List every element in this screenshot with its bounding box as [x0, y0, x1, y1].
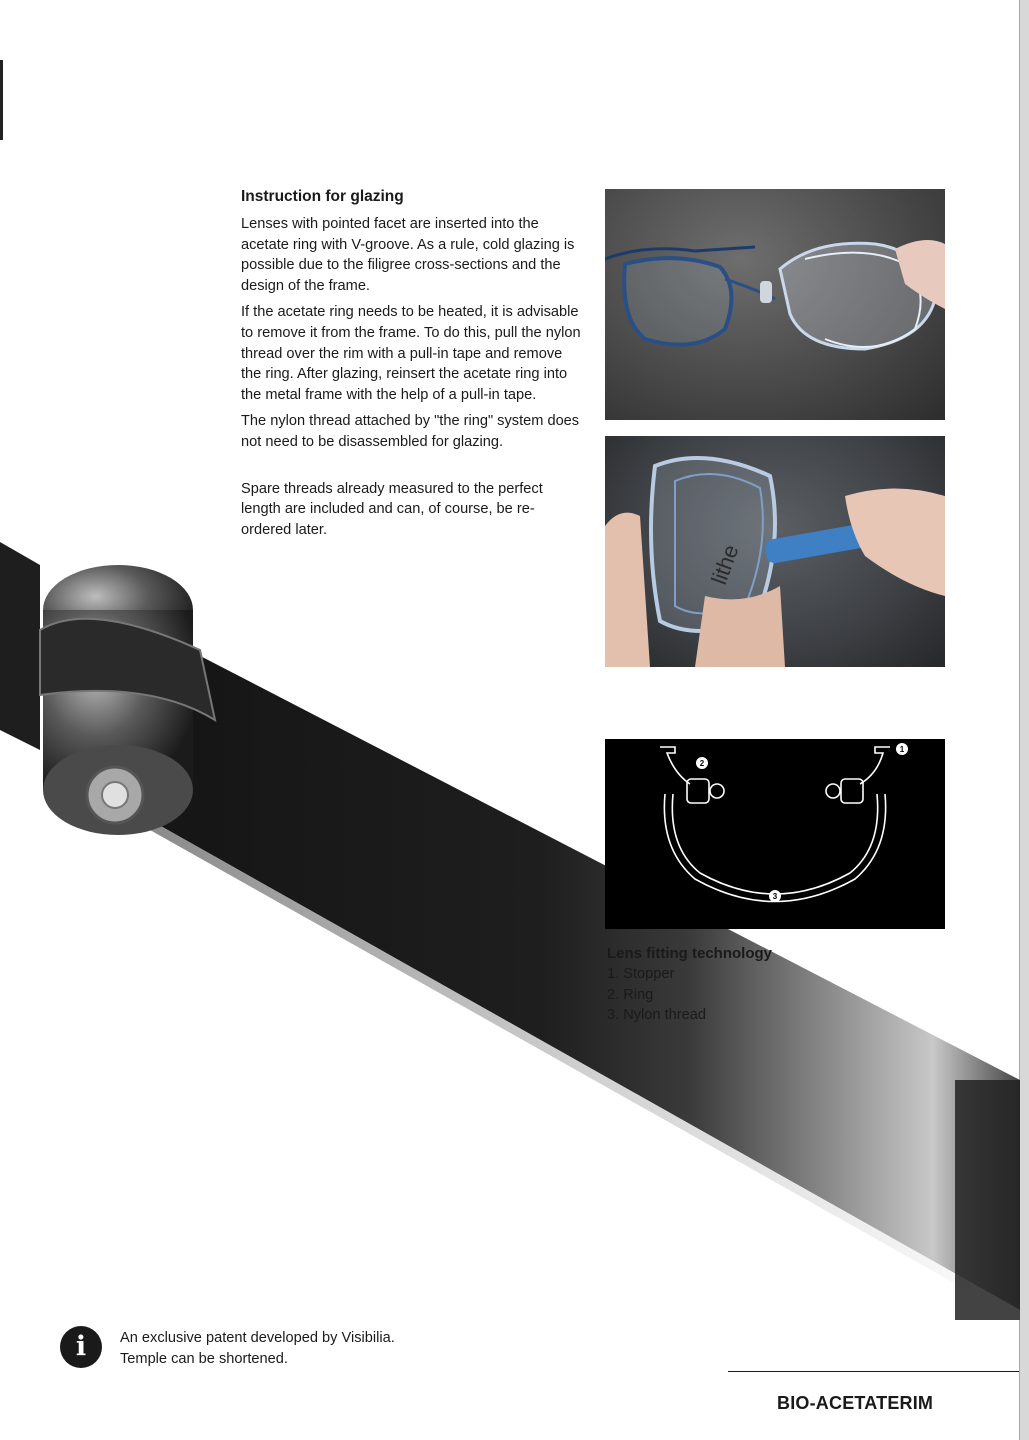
- instructions-paragraph-4: Spare threads already measured to the perfect length are included and can, of course, be re-ordered later.: [241, 480, 543, 538]
- list-item: 3. Nylon thread: [607, 1007, 706, 1023]
- lens-brand-mark: lithe: [706, 541, 744, 588]
- page-edge: [1019, 0, 1029, 1440]
- instructions-paragraph-1: Lenses with pointed facet are inserted into the acetate ring with V-groove. As a rule, cold glazing is possible due to the filigree cross-sections and the design of the frame.: [241, 216, 575, 294]
- instructions-paragraph-2: If the acetate ring needs to be heated, it is advisable to remove it from the frame. To do this, pull the nylon thread over the rim with a pull-in tape and remove the ring. After glazing, reinsert the acetate ring into the metal frame with the help of a pull-in tape.: [241, 304, 581, 403]
- instructions-heading: Instruction for glazing: [241, 188, 404, 205]
- photo-glasses-lens-insertion: [605, 189, 945, 420]
- instructions-paragraph-3: The nylon thread attached by "the ring" system does not need to be disassembled for glazing.: [241, 413, 580, 450]
- callout-1: 1: [899, 745, 905, 754]
- callout-2: 2: [699, 759, 705, 768]
- list-item: 2. Ring: [607, 986, 654, 1003]
- lens-fitting-heading: Lens fitting technology: [607, 945, 772, 962]
- lens-fitting-list: [607, 964, 772, 1026]
- lens-fitting-caption: [607, 944, 772, 1026]
- footer-label: BIO-ACETATERIM: [777, 1393, 934, 1413]
- callout-3: 3: [772, 892, 778, 901]
- patent-line-2: Temple can be shortened.: [120, 1350, 288, 1367]
- lens-fitting-diagram: [605, 739, 945, 929]
- page-edge-mark: [0, 60, 3, 140]
- list-item: 1. Stopper: [607, 966, 675, 982]
- patent-line-1: An exclusive patent developed by Visibilia.: [120, 1330, 395, 1346]
- glazing-instructions: [241, 186, 581, 546]
- info-icon: i: [60, 1326, 102, 1368]
- patent-note: [120, 1328, 395, 1369]
- footer-rule: [728, 1371, 1019, 1372]
- photo-pull-in-tape: [605, 436, 945, 667]
